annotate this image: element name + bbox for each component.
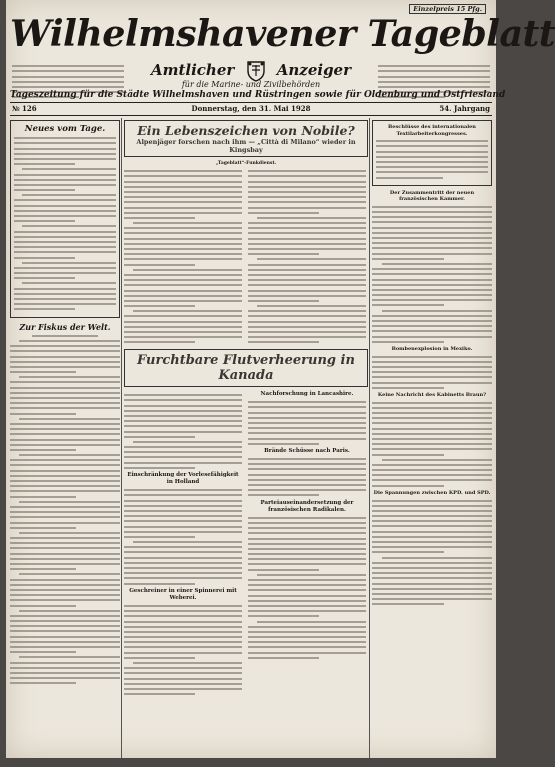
masthead-subtitle: [10, 60, 492, 82]
lead-byline: „Tageblatt“-Funkdienst.: [215, 161, 277, 166]
masthead-tagline: Tageszeitung für die Städte Wilhelmshaven und Rüstringen sowie für Oldenburg und Ostfriesland: [10, 90, 506, 100]
masthead-subline: für die Marine- und Zivilbehörden: [181, 80, 321, 89]
coat-of-arms-icon: [244, 60, 268, 82]
lead-headline: Ein Lebenszeichen von Nobile?: [137, 123, 355, 138]
subhead-b: Brände Schüsse nach Paris.: [264, 447, 350, 454]
masthead: [10, 12, 555, 100]
right-box: [372, 120, 492, 186]
right-head-3: Keine Nachricht des Kabinetts Braun?: [377, 391, 487, 398]
article-text: [10, 335, 120, 685]
column-rule: [369, 118, 370, 758]
subtitle-right: Anzeiger: [276, 61, 352, 79]
newspaper-page: [6, 0, 555, 758]
news-box-text: [14, 137, 116, 310]
lead-subhead: Alpenjäger forschen nach ihm — „Città di Milano“ wieder in Kingsbay: [136, 138, 356, 154]
issue-number: № 126: [12, 104, 37, 113]
second-headline: Furchtbare Flutverheerung in Kanada: [137, 353, 355, 383]
lead-story-body: [124, 167, 368, 347]
price-tag: Einzelpreis 15 Pfg.: [409, 4, 486, 14]
subhead-e: Geschreiner in einer Spinnerei mit Weberei.: [129, 587, 237, 601]
article-title: Zur Fiskus der Welt.: [19, 321, 111, 332]
news-box: [10, 120, 120, 318]
subhead-d: Einschränkung der Vorlesefähigkeit in Holland: [127, 472, 239, 485]
column-rule: [121, 118, 122, 758]
masthead-title: Wilhelmshavener Tageblatt: [10, 12, 555, 55]
right-head-1: Der Zusammentritt der neuen französischen Kammer.: [389, 189, 475, 203]
issue-date: Donnerstag, den 31. Mai 1928: [191, 104, 311, 113]
right-head-4: Die Spannungen zwischen KPD. und SPD.: [373, 489, 491, 496]
second-story-header: [124, 349, 368, 387]
right-column: [372, 118, 492, 758]
lead-story-header: [124, 120, 368, 157]
volume-number: 54. Jahrgang: [439, 104, 490, 113]
dateline: [10, 102, 492, 116]
right-box-title: Beschlüsse des internationalen Textilarbeiterkongresses.: [388, 124, 476, 137]
subtitle-left: Amtlicher: [150, 61, 235, 79]
second-story-body: [124, 391, 368, 721]
right-head-2: Bombenexplosion in Mexiko.: [391, 345, 473, 352]
news-box-title: Neues vom Tage.: [24, 124, 106, 134]
main-column: [124, 118, 368, 758]
subhead-c: Parteiauseinandersetzung der französischen Radikalen.: [260, 499, 354, 513]
left-column: [10, 118, 120, 758]
subhead-a: Nachforschung in Lancashire.: [260, 391, 354, 397]
